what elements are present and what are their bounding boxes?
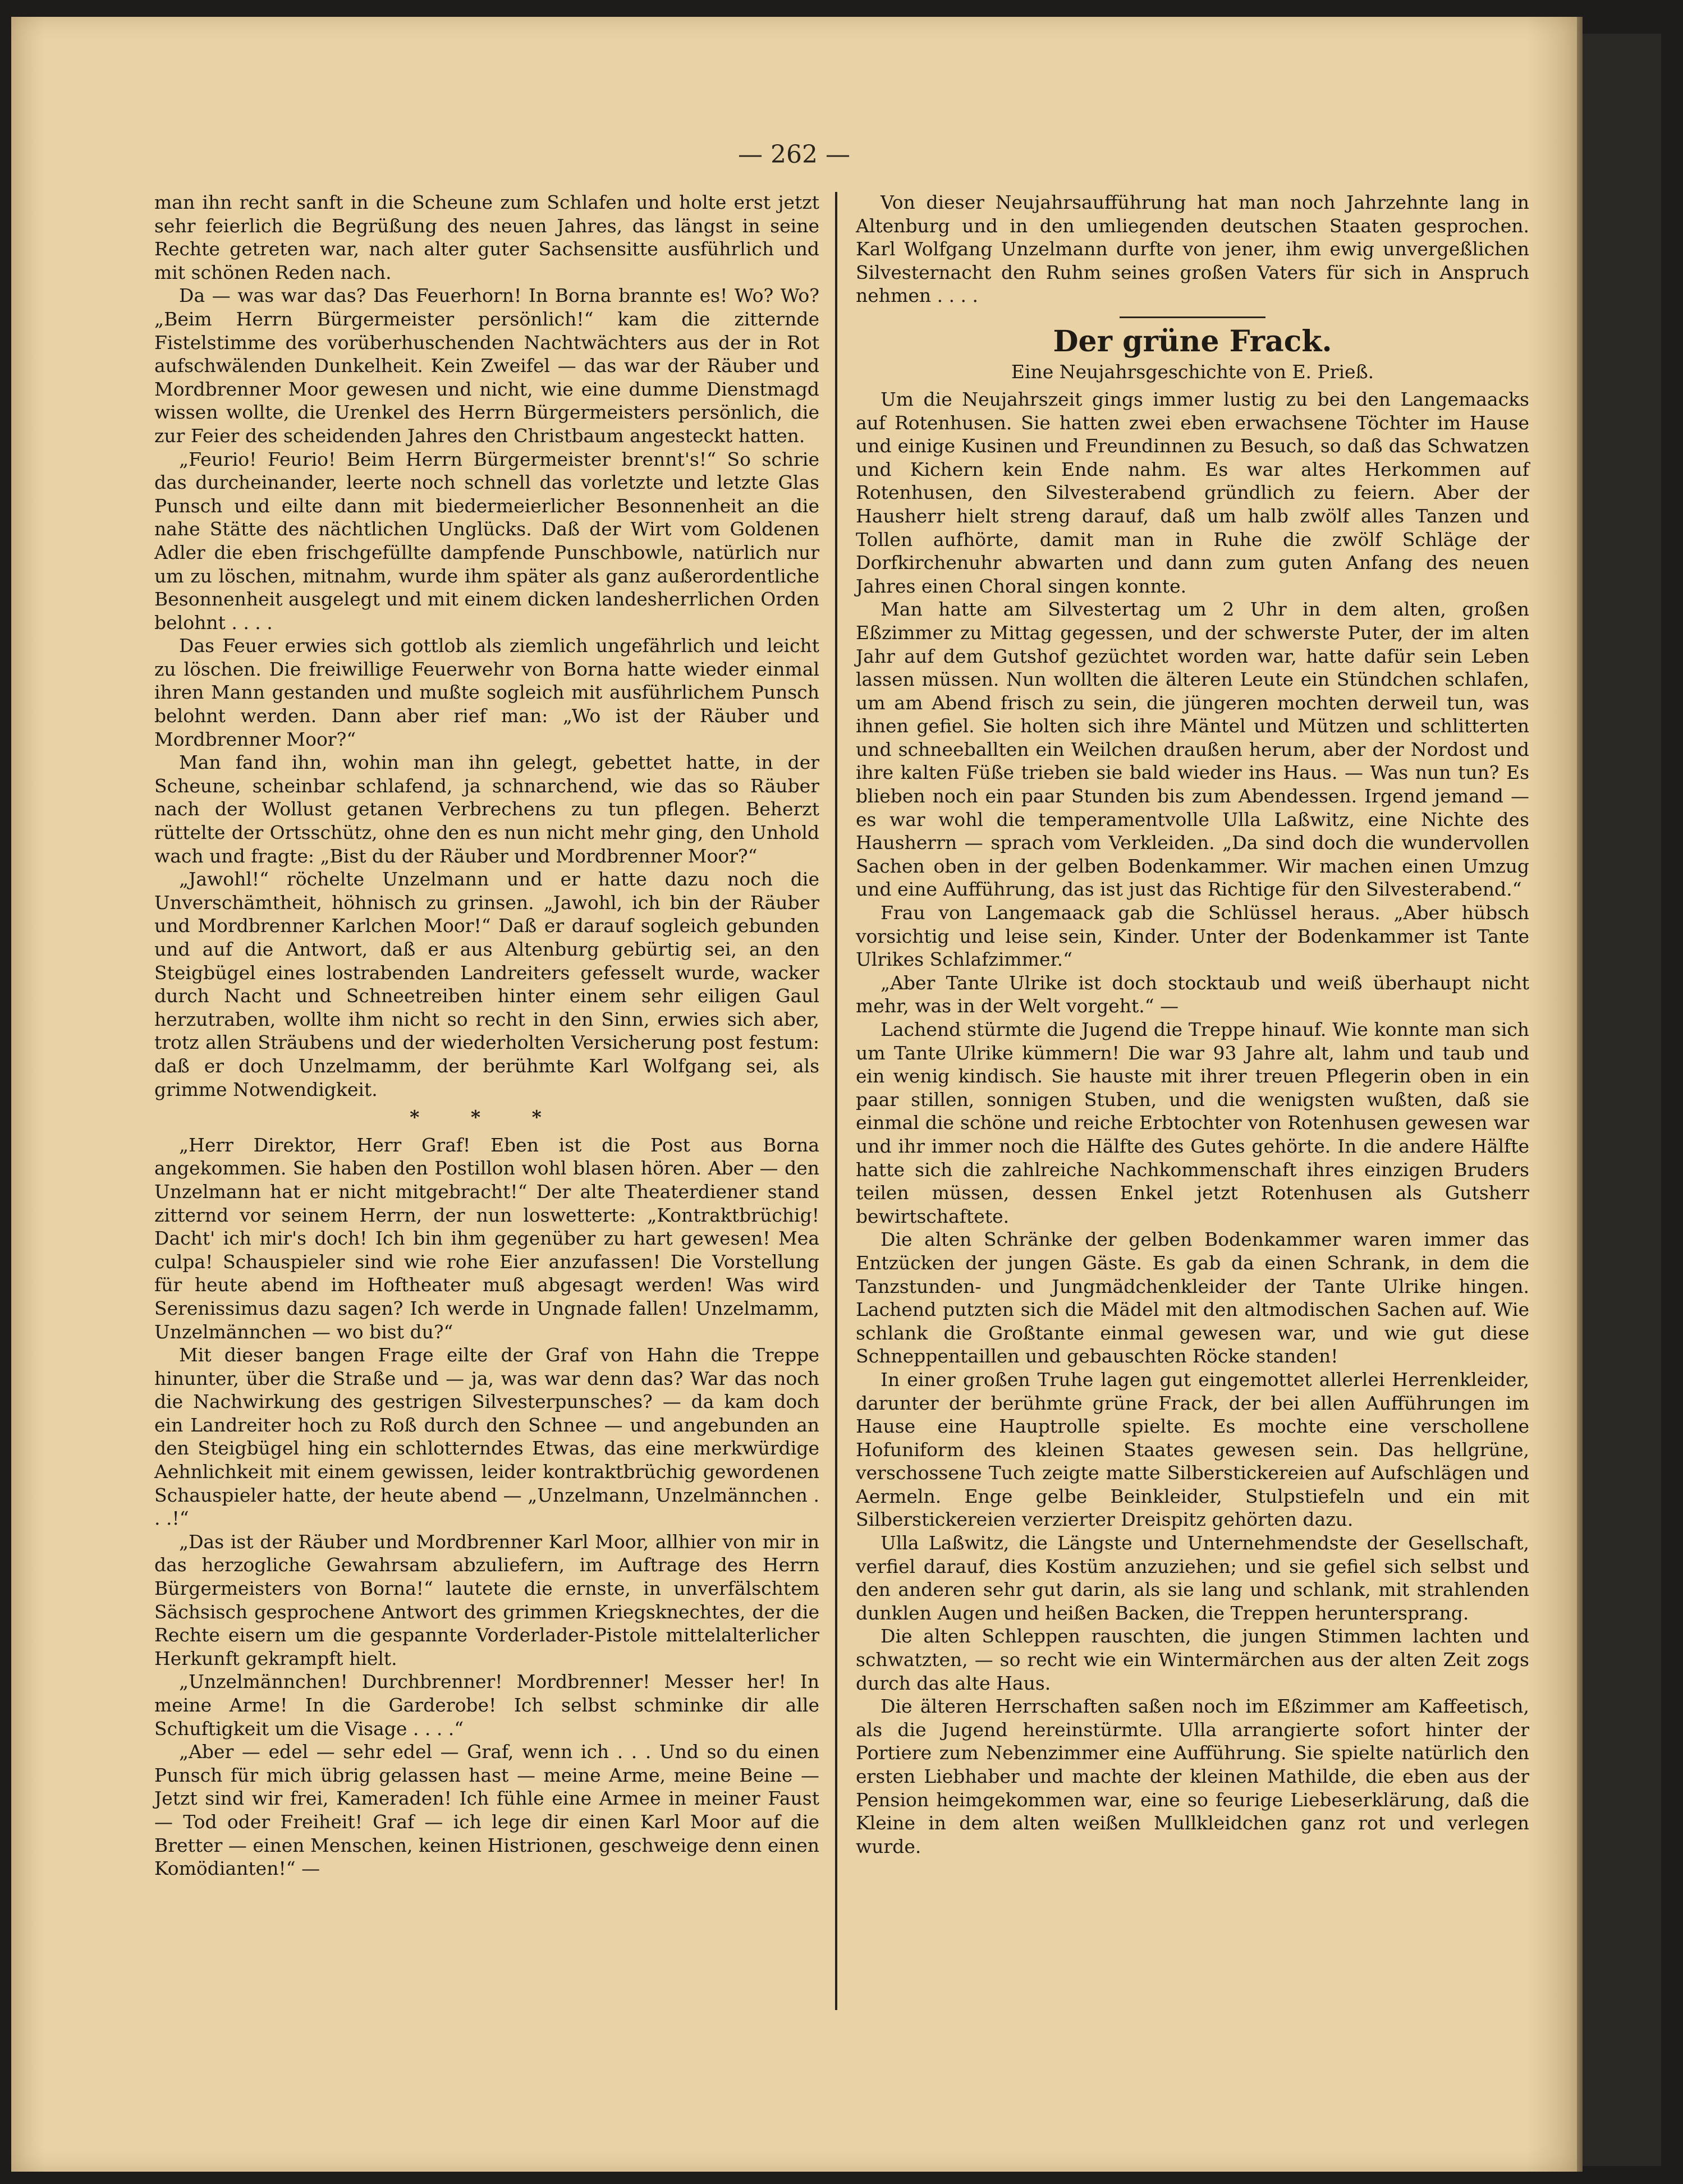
- paragraph: Ulla Laßwitz, die Längste und Unternehmendste der Gesellschaft, verfiel darauf, dies Kostüm anzuziehen; und sie gefiel sich selbst und den anderen sehr gut darin, als sie lang und schlank, mit strahlenden dunklen Augen und heißen Backen, die Treppen heruntersprang.: [856, 1532, 1529, 1624]
- paragraph: Die alten Schleppen rauschten, die jungen Stimmen lachten und schwatzten, — so recht wie ein Wintermärchen aus der alten Zeit zogs durch das alte Haus.: [856, 1625, 1529, 1694]
- paragraph: „Jawohl!“ röchelte Unzelmann und er hatte dazu noch die Unverschämtheit, höhnisch zu grinsen. „Jawohl, ich bin der Räuber und Mordbrenner Karlchen Moor!“ Daß er darauf sogleich gebunden und auf die Antwort, daß er aus Altenburg gebürtig sei, an den Steigbügel eines lostrabenden Landreiters gefesselt wurde, wacker durch Nacht und Schneetreiben hinter einem sehr eiligen Gaul herzutraben, wollte ihm nicht so recht in den Sinn, erwies sich aber, trotz allen Sträubens und der wiederholten Versicherung post festum: daß er doch Unzelmamm, der berühmte Karl Wolfgang sei, als grimme Notwendigkeit.: [154, 868, 819, 1100]
- story-body: [856, 388, 1529, 1858]
- story-subtitle: Eine Neujahrsgeschichte von E. Prieß.: [1011, 360, 1374, 383]
- paragraph: In einer großen Truhe lagen gut eingemottet allerlei Herrenkleider, darunter der berühmte grüne Frack, der bei allen Aufführungen im Hause eine Hauptrolle spielte. Es mochte eine verschollene Hofuniform des kleinen Staates gewesen sein. Das hellgrüne, verschossene Tuch zeigte matte Silberstickereien auf Aufschlägen und Aermeln. Enge gelbe Beinkleider, Stulpstiefeln und ein mit Silberstickereien verzierter Dreispitz gehörten dazu.: [856, 1368, 1529, 1531]
- paragraph: Das Feuer erwies sich gottlob als ziemlich ungefährlich und leicht zu löschen. Die freiwillige Feuerwehr von Borna hatte wieder einmal ihren Mann gestanden und mußte sogleich mit ausführlichem Punsch belohnt werden. Dann aber rief man: „Wo ist der Räuber und Mordbrenner Moor?“: [154, 635, 819, 750]
- paragraph: Die alten Schränke der gelben Bodenkammer waren immer das Entzücken der jungen Gäste. Es gab da einen Schrank, in dem die Tanzstunden- und Jungmädchenkleider der Tante Ulrike hingen. Lachend putzten sich die Mädel mit den altmodischen Sachen auf. Wie schlank die Großtante einmal gewesen war, und wie gut diese Schneppentaillen und gebauschten Röcke standen!: [856, 1228, 1529, 1368]
- paragraph: Mit dieser bangen Frage eilte der Graf von Hahn die Treppe hinunter, über die Straße und — ja, was war denn das? War das noch die Nachwirkung des gestrigen Silvesterpunsches? — da kam doch ein Landreiter hoch zu Roß durch den Schnee — und angebunden an den Steigbügel hing ein schlotterndes Etwas, das eine merkwürdige Aehnlichkeit mit einem gewissen, leider kontraktbrüchig gewordenen Schauspieler hatte, der heute abend — „Unzelmann, Unzelmännchen . . .!“: [154, 1344, 819, 1530]
- paragraph: Um die Neujahrszeit gings immer lustig zu bei den Langemaacks auf Rotenhusen. Sie hatten zwei eben erwachsene Töchter im Hause und einige Kusinen und Freundinnen zu Besuch, so daß das Schwatzen und Kichern kein Ende nahm. Es war altes Herkommen auf Rotenhusen, den Silvesterabend gründlich zu feiern. Aber der Hausherr hielt streng darauf, daß um halb zwölf alles Tanzen und Tollen aufhörte, damit man in Ruhe die zwölf Schläge der Dorfkirchenuhr abwarten und dann zum guten Anfang des neuen Jahres einen Choral singen konnte.: [856, 388, 1529, 597]
- paragraph: Da — was war das? Das Feuerhorn! In Borna brannte es! Wo? Wo? „Beim Herrn Bürgermeister persönlich!“ kam die zitternde Fistelstimme des vorüberhuschenden Nachtwächters aus der in Rot aufschwälenden Dunkelheit. Kein Zweifel — das war der Räuber und Mordbrenner Moor gewesen und nicht, wie eine dumme Dienstmagd wissen wollte, die Urenkel des Herrn Bürgermeisters persönlich, die zur Feier des scheidenden Jahres den Christbaum angesteckt hatten.: [154, 285, 819, 447]
- intro-paragraph: Von dieser Neujahrsaufführung hat man noch Jahrzehnte lang in Altenburg und in den umliegenden deutschen Staaten gesprochen. Karl Wolfgang Unzelmann durfte von jener, ihm ewig unvergeßlichen Silvesternacht den Ruhm seines großen Vaters für sich in Anspruch nehmen . . . .: [856, 191, 1529, 307]
- section-separator: * * *: [410, 1106, 564, 1128]
- paragraph: Man hatte am Silvestertag um 2 Uhr in dem alten, großen Eßzimmer zu Mittag gegessen, und der schwerste Puter, der im alten Jahr auf dem Gutshof gezüchtet worden war, hatte dafür sein Leben lassen müssen. Nun wollten die älteren Leute ein Stündchen schlafen, um am Abend frisch zu sein, die jüngeren mochten derweil tun, was ihnen gefiel. Sie holten sich ihre Mäntel und Mützen und schlitterten und schneeballten ein Weilchen draußen herum, aber der Nordost und ihre kalten Füße trieben sie bald wieder ins Haus. — Was nun tun? Es blieben noch ein paar Stunden bis zum Abendessen. Irgend jemand — es war wohl die temperamentvolle Ulla Laßwitz, eine Nichte des Hausherrn — sprach vom Verkleiden. „Da sind doch die wundervollen Sachen oben in der gelben Bodenkammer. Wir machen einen Umzug und eine Aufführung, das ist just das Richtige für den Silvesterabend.“: [856, 598, 1529, 901]
- paragraph: „Aber Tante Ulrike ist doch stocktaub und weiß überhaupt nicht mehr, was in der Welt vorgeht.“ —: [856, 971, 1529, 1017]
- book-page: [11, 17, 1577, 2172]
- column-divider: [835, 192, 837, 2010]
- paragraph: Man fand ihn, wohin man ihn gelegt, gebettet hatte, in der Scheune, scheinbar schlafend, ja schnarchend, wie das so Räuber nach der Wollust getanen Verbrechens zu tun pflegen. Beherzt rüttelte der Ortsschütz, ohne den es nun nicht mehr ging, den Unhold wach und fragte: „Bist du der Räuber und Mordbrenner Moor?“: [154, 751, 819, 867]
- paragraph: „Feurio! Feurio! Beim Herrn Bürgermeister brennt's!“ So schrie das durcheinander, leerte noch schnell das vorletzte und letzte Glas Punsch und eilte dann mit biedermeierlicher Besonnenheit an die nahe Stätte des nächtlichen Unglücks. Daß der Wirt vom Goldenen Adler die eben frischgefüllte dampfende Punschbowle, natürlich nur um zu löschen, mitnahm, wurde ihm später als ganz außerordentliche Besonnenheit ausgelegt und mit einem dicken landesherrlichen Orden belohnt . . . .: [154, 448, 819, 634]
- right-column: [856, 191, 1529, 1858]
- paragraph: „Aber — edel — sehr edel — Graf, wenn ich . . . Und so du einen Punsch für mich übrig gelassen hast — meine Arme, meine Beine — Jetzt sind wir frei, Kameraden! Ich fühle eine Armee in meiner Faust — Tod oder Freiheit! Graf — ich lege dir einen Karl Moor auf die Bretter — einen Menschen, keinen Histrionen, geschweige denn einen Komödianten!“ —: [154, 1741, 819, 1880]
- page-number: — 262 —: [738, 140, 850, 169]
- paragraph: Frau von Langemaack gab die Schlüssel heraus. „Aber hübsch vorsichtig und leise sein, Kinder. Unter der Bodenkammer ist Tante Ulrikes Schlafzimmer.“: [856, 902, 1529, 971]
- paragraph: „Das ist der Räuber und Mordbrenner Karl Moor, allhier von mir in das herzogliche Gewahrsam abzuliefern, im Auftrage des Herrn Bürgermeisters von Borna!“ lautete die ernste, in unverfälschtem Sächsisch gesprochene Antwort des grimmen Kriegsknechtes, der die Rechte eisern um die gespannte Vorderlader-Pistole mittelalterlicher Herkunft gekrampft hielt.: [154, 1530, 819, 1669]
- paragraph: Die älteren Herrschaften saßen noch im Eßzimmer am Kaffeetisch, als die Jugend hereinstürmte. Ulla arrangierte sofort hinter der Portiere zum Nebenzimmer eine Aufführung. Sie spielte natürlich den ersten Liebhaber und machte der kleinen Mathilde, die eben aus der Pension heimgekommen war, eine so feurige Liebeserklärung, daß die Kleine in dem alten weißen Mullkleidchen ganz rot und verlegen wurde.: [856, 1695, 1529, 1857]
- left-column: [154, 191, 819, 1880]
- paragraph: „Unzelmännchen! Durchbrenner! Mordbrenner! Messer her! In meine Arme! In die Garderobe! Ich selbst schminke dir alle Schuftigkeit um die Visage . . . .“: [154, 1671, 819, 1740]
- background-strip: [1577, 34, 1661, 2166]
- section-rule: [1120, 316, 1265, 318]
- paragraph: „Herr Direktor, Herr Graf! Eben ist die Post aus Borna angekommen. Sie haben den Postillon wohl blasen hören. Aber — den Unzelmann hat er nicht mitgebracht!“ Der alte Theaterdiener stand zitternd vor seinem Herrn, der nun loswetterte: „Kontraktbrüchig! Dacht' ich mir's doch! Ich bin ihm gegenüber zu hart gewesen! Mea culpa! Schauspieler sind wie rohe Eier anzufassen! Die Vorstellung für heute abend im Hoftheater muß abgesagt werden! Was wird Serenissimus dazu sagen? Ich werde in Ungnade fallen! Unzelmamm, Unzelmännchen — wo bist du?“: [154, 1134, 819, 1343]
- paragraph: man ihn recht sanft in die Scheune zum Schlafen und holte erst jetzt sehr feierlich die Begrüßung des neuen Jahres, das längst in seine Rechte getreten war, nach alter guter Sachsensitte ausführlich und mit schönen Reden nach.: [154, 191, 819, 283]
- paragraph: Lachend stürmte die Jugend die Treppe hinauf. Wie konnte man sich um Tante Ulrike kümmern! Die war 93 Jahre alt, lahm und taub und ein wenig kindisch. Sie hauste mit ihrer treuen Pflegerin oben in ein paar stillen, sonnigen Stuben, und die wenigsten wußten, daß sie einmal die schöne und reiche Erbtochter von Rotenhusen gewesen war und ihr immer noch die Hälfte des Gutes gehörte. In die andere Hälfte hatte sich die zahlreiche Nachkommenschaft ihres einzigen Bruders teilen müssen, dessen Enkel jetzt Rotenhusen als Gutsherr bewirtschaftete.: [856, 1018, 1529, 1227]
- story-title: Der grüne Frack.: [1053, 324, 1332, 359]
